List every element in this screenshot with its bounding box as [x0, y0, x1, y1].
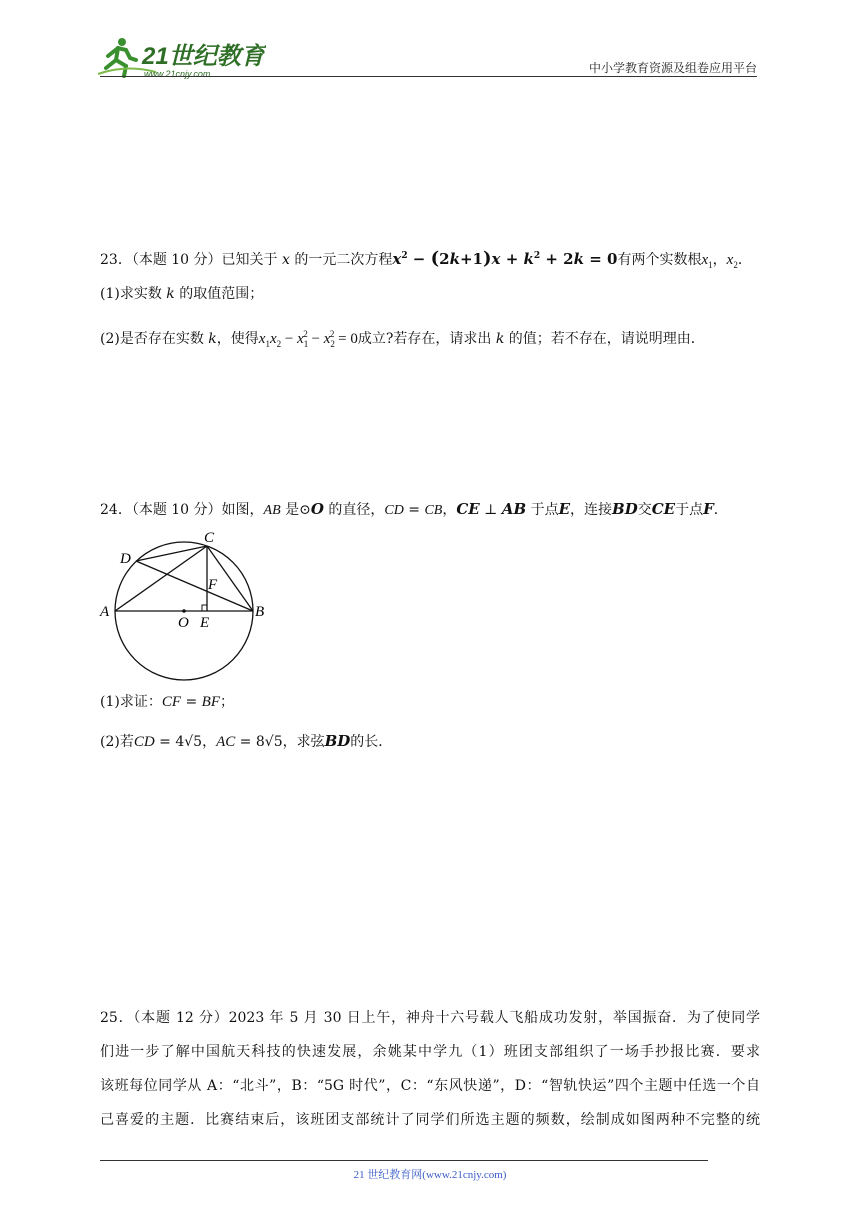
q25-line-2: 们进一步了解中国航天科技的快速发展，余姚某中学九（1）班团支部组织了一场手抄报比赛．要求: [100, 1044, 760, 1060]
footer-divider: [100, 1160, 708, 1161]
root-x2: $x_2$: [726, 252, 738, 270]
header-tagline: 中小学教育资源及组卷应用平台: [588, 61, 757, 75]
label-a: A: [100, 604, 110, 620]
geometry-figure: [96, 525, 276, 690]
q23-equation: $x^2 - (2k+1)x + k^2 + 2k = 0$: [392, 248, 618, 269]
q24-part1: (1)求证：CF = BF；: [100, 694, 234, 710]
label-c: C: [204, 530, 215, 546]
label-b: B: [255, 604, 265, 620]
q24-stem: 24．（本题 10 分）如图，AB 是⊙O 的直径，CD = CB，CE ⊥ AB 于点E，连接BD交CE于点F．: [100, 500, 728, 518]
label-d: D: [120, 551, 131, 567]
header-divider: [100, 76, 757, 77]
footer-link[interactable]: 21 世纪教育网(www.21cnjy.com): [353, 1169, 507, 1181]
q24-number: 24．: [100, 502, 132, 518]
q23-part1: (1)求实数 k 的取值范围；: [100, 286, 264, 302]
runner-logo-icon: [96, 34, 266, 80]
q25-line-3: 该班每位同学从 A：“北斗”，B：“5G 时代”，C：“东风快递”，D：“智轨快运”四个主题中任选一个自: [100, 1078, 760, 1094]
label-e: E: [200, 615, 210, 631]
q23-condition: $x_1x_2 - x_1^2 - x_2^2 = 0$: [258, 329, 358, 349]
site-logo[interactable]: [96, 34, 266, 80]
q24-score: （本题 10 分）: [131, 502, 222, 518]
q23-number: 23．: [100, 252, 132, 268]
logo-wordmark: 21世纪教育: [142, 43, 265, 70]
q24-part2: (2)若CD = 4√5，AC = 8√5，求弦BD的长．: [100, 732, 393, 750]
label-o: O: [178, 615, 189, 631]
logo-url: www.21cnjy.com: [144, 69, 211, 79]
q25-line-1: 25．（本题 12 分）2023 年 5 月 30 日上午，神舟十六号载人飞船成功发射，举国振奋．为了使同学: [100, 1010, 760, 1026]
q23-stem: 23．（本题 10 分）已知关于 x 的一元二次方程$x^2 - (2k+1)x + k^2 + 2k = 0$有两个实数根$x_1$，$x_2$．: [100, 248, 752, 270]
root-x1: $x_1$: [701, 252, 713, 270]
center-point: [182, 609, 186, 613]
q23-score: （本题 10 分）: [131, 252, 222, 268]
label-f: F: [208, 577, 218, 593]
q25-line-4: 己喜爱的主题．比赛结束后，该班团支部统计了同学们所选主题的频数，绘制成如图两种不完整的统: [100, 1112, 760, 1128]
right-angle-mark: [202, 605, 207, 611]
q23-part2: (2)是否存在实数 k，使得$x_1x_2 - x_1^2 - x_2^2 = 0$成立?若存在，请求出 k 的值；若不存在，请说明理由．: [100, 329, 705, 349]
